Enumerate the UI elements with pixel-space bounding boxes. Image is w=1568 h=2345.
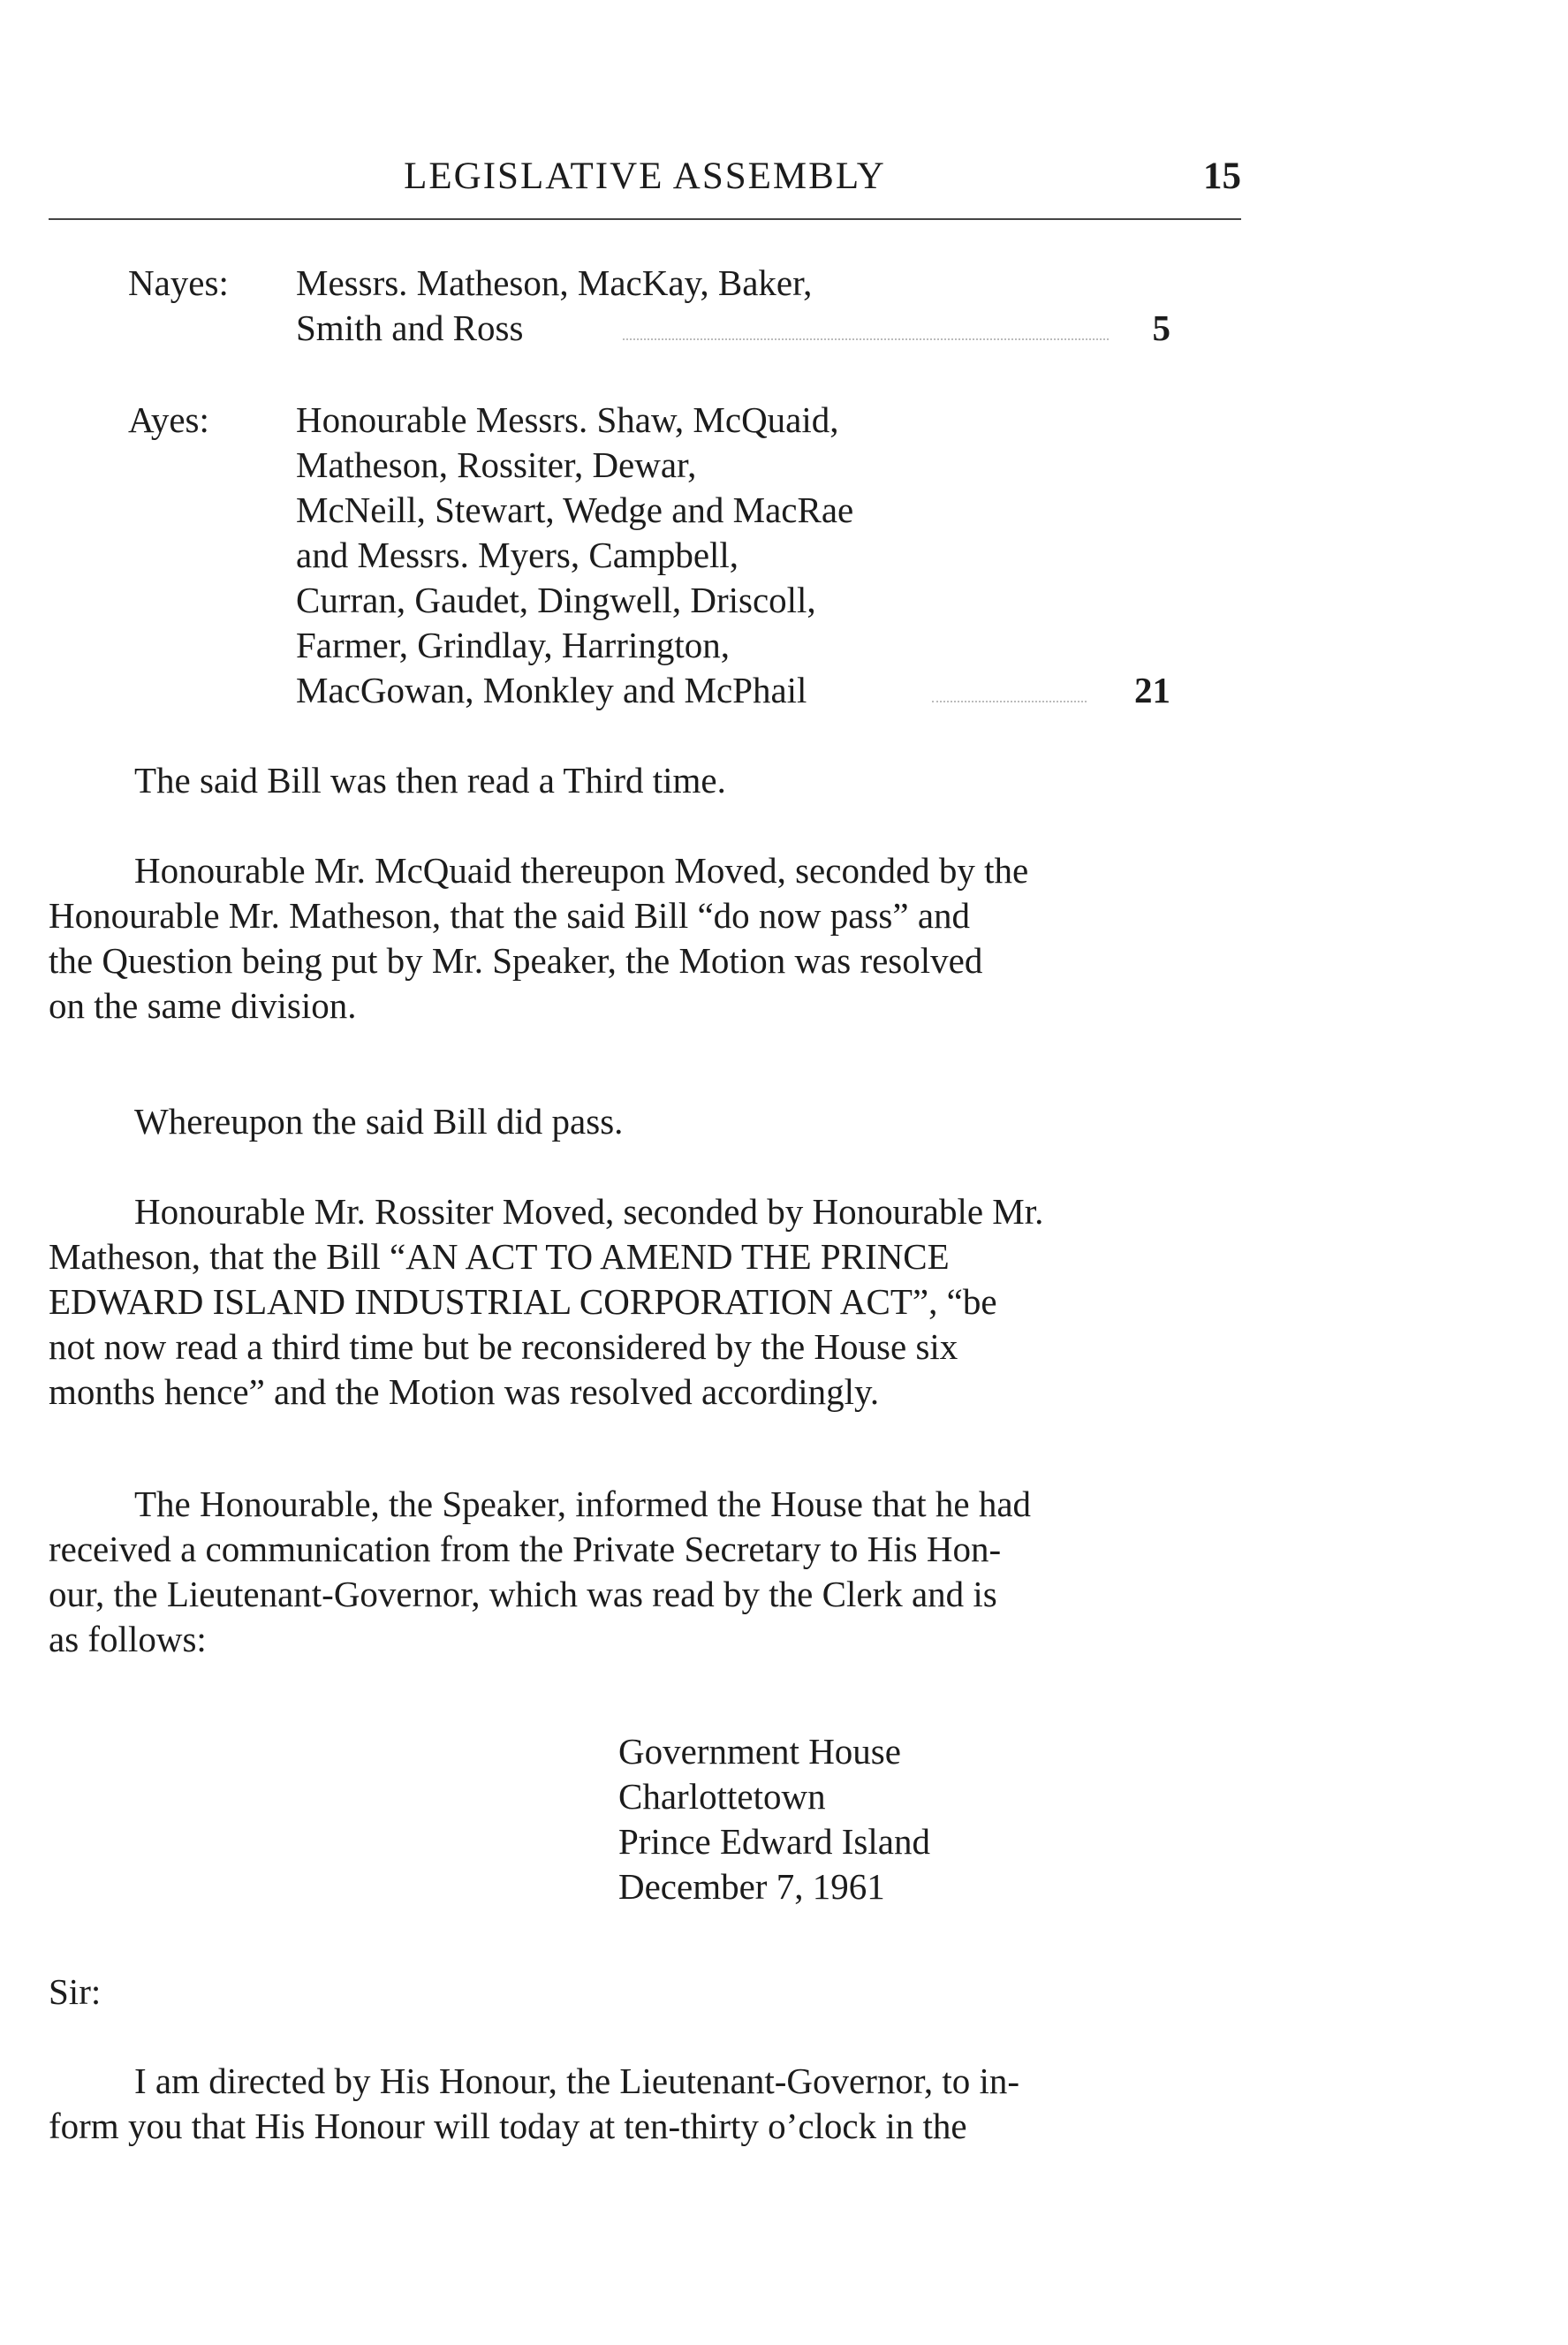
paragraph-line: form you that His Honour will today at ten-thirty o’clock in the	[49, 2106, 967, 2146]
vote-line	[296, 488, 1170, 533]
address-line: Charlottetown	[618, 1776, 826, 1817]
header-rule	[49, 218, 1241, 220]
vote-line	[296, 443, 1170, 488]
vote-line	[296, 623, 1170, 668]
paragraph-line: as follows:	[49, 1619, 207, 1659]
paragraph-did-pass	[49, 1099, 1241, 1144]
vote-names-text: Matheson, Rossiter, Dewar,	[296, 444, 697, 485]
paragraph-line: Honourable Mr. McQuaid thereupon Moved, seconded by the	[134, 850, 1029, 891]
address-line: December 7, 1961	[618, 1866, 885, 1907]
paragraph-line: the Question being put by Mr. Speaker, the Motion was resolved	[49, 940, 983, 981]
nayes-names	[296, 261, 1170, 351]
dot-leader	[932, 701, 1087, 702]
letter-address	[618, 1729, 930, 1909]
paragraph-line: Matheson, that the Bill “AN ACT TO AMEND THE PRINCE	[49, 1236, 950, 1277]
dot-leader	[623, 338, 1109, 340]
vote-names-text: Farmer, Grindlay, Harrington,	[296, 625, 730, 665]
ayes-label: Ayes:	[128, 399, 209, 440]
ayes-names	[296, 398, 1170, 713]
nayes-label: Nayes:	[128, 262, 229, 303]
paragraph-line: Whereupon the said Bill did pass.	[134, 1101, 624, 1142]
paragraph-line: The said Bill was then read a Third time.	[134, 760, 726, 801]
paragraph-rossiter-motion	[49, 1189, 1241, 1415]
vote-line	[296, 306, 1170, 351]
paragraph-line: Honourable Mr. Rossiter Moved, seconded by Honourable Mr.	[134, 1191, 1044, 1232]
paragraph-line: our, the Lieutenant-Governor, which was read by the Clerk and is	[49, 1574, 997, 1614]
paragraph-line: Honourable Mr. Matheson, that the said Bill “do now pass” and	[49, 895, 971, 936]
vote-names-text: Curran, Gaudet, Dingwell, Driscoll,	[296, 580, 816, 620]
vote-names-text: MacGowan, Monkley and McPhail	[296, 670, 807, 710]
vote-names-text: Smith and Ross	[296, 307, 524, 348]
vote-names-text: and Messrs. Myers, Campbell,	[296, 535, 739, 575]
paragraph-line: not now read a third time but be reconsidered by the House six	[49, 1326, 958, 1367]
paragraph-line: received a communication from the Private Secretary to His Hon-	[49, 1529, 1002, 1569]
paragraph-speaker-communication	[49, 1482, 1241, 1662]
vote-line	[296, 398, 1170, 443]
vote-line	[296, 261, 1170, 306]
page-number: 15	[1203, 156, 1241, 197]
paragraph-third-reading	[49, 758, 1241, 803]
paragraph-do-now-pass	[49, 848, 1241, 1028]
address-line: Government House	[618, 1731, 901, 1772]
paragraph-line: EDWARD ISLAND INDUSTRIAL CORPORATION ACT”, “be	[49, 1281, 997, 1322]
vote-names-text: Honourable Messrs. Shaw, McQuaid,	[296, 399, 839, 440]
ayes-count: 21	[1134, 670, 1170, 710]
nayes-count: 5	[1152, 307, 1170, 348]
paragraph-line: months hence” and the Motion was resolved accordingly.	[49, 1371, 880, 1412]
vote-names-text: Messrs. Matheson, MacKay, Baker,	[296, 262, 813, 303]
running-title: LEGISLATIVE ASSEMBLY	[404, 156, 886, 197]
paragraph-line: on the same division.	[49, 985, 357, 1026]
letter-salutation: Sir:	[49, 1971, 102, 2012]
paragraph-line: I am directed by His Honour, the Lieutenant-Governor, to in-	[134, 2060, 1020, 2101]
vote-line	[296, 533, 1170, 578]
paragraph-letter-body	[49, 2059, 1241, 2149]
vote-line	[296, 668, 1170, 713]
paragraph-line: The Honourable, the Speaker, informed the House that he had	[134, 1484, 1032, 1524]
address-line: Prince Edward Island	[618, 1821, 930, 1862]
vote-line	[296, 578, 1170, 623]
vote-names-text: McNeill, Stewart, Wedge and MacRae	[296, 489, 854, 530]
page-header	[49, 155, 1241, 208]
